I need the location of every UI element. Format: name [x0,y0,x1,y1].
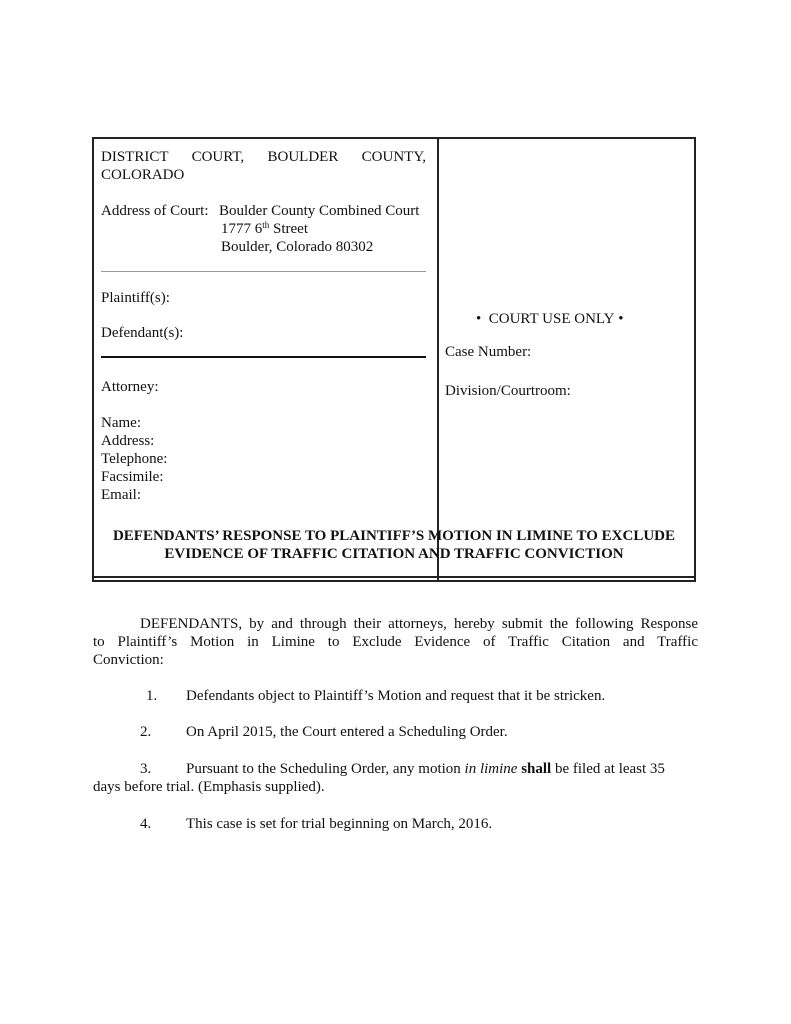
caption-double-rule [92,576,696,578]
case-number-label: Case Number: [445,344,532,360]
item-3-text-italic: in limine [464,761,518,777]
court-name-line1: DISTRICT COURT, BOULDER COUNTY, [101,149,426,165]
attorney-name-label: Name: [101,415,141,431]
intro-line3: Conviction: [93,652,164,668]
item-3-number: 3. [140,761,152,777]
document-title-line2: EVIDENCE OF TRAFFIC CITATION AND TRAFFIC CONVICTION [164,546,624,562]
item-2-number: 2. [140,724,152,740]
intro-line2: to Plaintiff’s Motion in Limine to Exclude Evidence of Traffic Citation and Traffic [93,634,698,650]
address-label: Address of Court: [101,203,209,219]
parties-rule [101,356,426,358]
defendant-label: Defendant(s): [101,325,184,341]
court-use-only [476,310,623,328]
address-line1: Boulder County Combined Court [219,203,420,219]
division-label: Division/Courtroom: [445,383,571,399]
item-3-text-pre: Pursuant to the Scheduling Order, any motion [186,761,465,777]
court-use-bullet-left: • [476,311,482,327]
address-line2-post: Street [269,221,309,237]
address-separator [101,271,426,272]
address-line2-pre: 1777 6 [221,221,263,237]
item-3-text-post: be filed at least 35 [551,761,665,777]
attorney-telephone-label: Telephone: [101,451,168,467]
item-3-text-line2: days before trial. (Emphasis supplied). [93,779,325,795]
item-4-text: This case is set for trial beginning on March, 2016. [186,816,493,832]
attorney-label: Attorney: [101,379,159,395]
court-name-line2: COLORADO [101,167,185,183]
document-title-line1: DEFENDANTS’ RESPONSE TO PLAINTIFF’S MOTION IN LIMINE TO EXCLUDE [112,528,676,544]
intro-line1: DEFENDANTS, by and through their attorneys, hereby submit the following Response [140,616,698,632]
item-1-text: Defendants object to Plaintiff’s Motion and request that it be stricken. [186,688,606,704]
caption-divider [437,137,439,582]
item-3-text [186,760,665,778]
item-4-number: 4. [140,816,152,832]
address-line2 [221,220,308,238]
court-use-bullet-right: • [618,311,624,327]
attorney-address-label: Address: [101,433,155,449]
court-use-label: COURT USE ONLY [488,311,615,327]
item-3-text-bold: shall [521,761,552,777]
item-2-text: On April 2015, the Court entered a Scheduling Order. [186,724,508,740]
attorney-facsimile-label: Facsimile: [101,469,164,485]
attorney-email-label: Email: [101,487,141,503]
item-1-number: 1. [146,688,158,704]
address-line2-sup: th [262,220,270,230]
address-line3: Boulder, Colorado 80302 [221,239,374,255]
plaintiff-label: Plaintiff(s): [101,290,170,306]
